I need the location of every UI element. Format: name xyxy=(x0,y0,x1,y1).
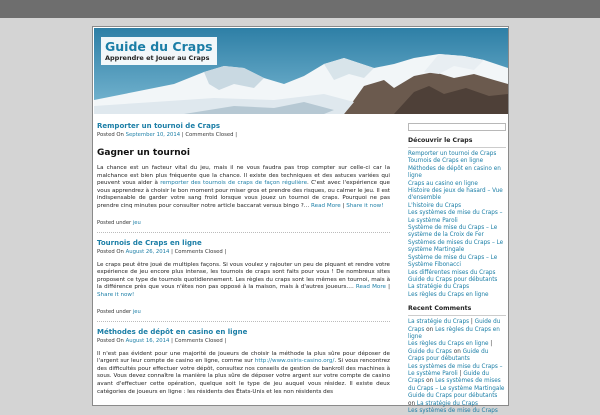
meta-label: Posted On xyxy=(97,132,124,138)
meta-label: Posted On xyxy=(97,337,124,344)
meta-label: Posted On xyxy=(97,248,124,255)
category-link[interactable]: jeu xyxy=(132,219,141,226)
excerpt-text: La chance est un facteur vital du jeu, mais il ne vous faudra pas trop compter sur celle-ci car la malchance est bien plus fréquente que la chance. Il existe des techniques et des astuces variées qui peuvent vous aider à xyxy=(97,165,390,187)
posted-under-label: Posted under xyxy=(97,308,132,315)
widget-title: Recent Comments xyxy=(408,305,506,316)
comment-author-link[interactable]: Les systèmes de mise du Craps – Le système Paroli xyxy=(408,363,503,377)
comment-author-link[interactable]: La stratégie du Craps xyxy=(408,319,470,326)
recent-comment-item xyxy=(408,393,506,408)
share-link[interactable]: Share it now! xyxy=(346,202,384,209)
post-divider xyxy=(97,321,390,322)
site-description: Apprendre et Jouer au Craps xyxy=(105,54,210,62)
post-date-link[interactable]: September 10, 2014 xyxy=(125,132,181,138)
post-title-link[interactable]: Tournois de Craps en ligne xyxy=(97,238,202,247)
comment-author-link[interactable]: Guide du Craps pour débutants xyxy=(408,393,498,400)
comments-status: | Comments Closed | xyxy=(181,132,237,138)
recent-posts-list xyxy=(408,151,506,299)
post-excerpt xyxy=(97,165,390,211)
search-input[interactable] xyxy=(408,123,506,131)
on-label: on xyxy=(408,400,417,407)
sidebar-post-link[interactable]: L'histoire du Craps xyxy=(408,202,462,209)
on-label: on xyxy=(424,378,436,385)
top-bar xyxy=(0,0,600,18)
comment-author-link[interactable]: Les règles du Craps en ligne xyxy=(408,341,489,348)
post-date-link[interactable]: August 16, 2014 xyxy=(125,337,170,344)
excerpt-text: . C'est avec l'expérience que vous apprendrez à choisir le bon moment pour miser gros et prendre des risques, ou calmer le jeu. Il est indispensable de garder votre sang froid lorsque vous jouez un tournoi de craps. Pourquoi ne pas prendre cinq minutes pour consulter notre article baccarat versus bingo ?… xyxy=(97,180,390,209)
recent-comment-item xyxy=(408,341,506,363)
comment-post-link[interactable]: La stratégie du Craps xyxy=(416,400,479,407)
excerpt-text: Le craps peut être joué de multiples façons. Si vous voulez y rajouter un peu de piquant et rendre votre expérience de jeu encore plus intense, les tournois de craps sont faits pour vous ! De nombreux sites proposent ce type de tournois quotidiennement. Les règles du craps sont les mêmes en tournoi, mais à la différence près que vous n'êtes non pas opposé à la maison, mais à d'autres joueurs.… xyxy=(97,261,390,291)
sidebar-post-link[interactable]: Craps au casino en ligne xyxy=(408,180,478,187)
site-header xyxy=(94,28,508,114)
excerpt-text: Il n'est pas évident pour une majorité de joueurs de choisir la méthode la plus sûre pour déposer de l'argent sur leur compte de casino en ligne, comme sur xyxy=(97,350,390,365)
post-item xyxy=(97,122,390,227)
post-meta xyxy=(97,337,390,345)
post-meta xyxy=(97,131,390,139)
sidebar-post-link[interactable]: Tournois de Craps en ligne xyxy=(408,158,484,165)
sidebar-post-link[interactable]: Système de mise du Craps – Le Système Fibonacci xyxy=(408,254,498,269)
post-footer xyxy=(97,219,390,227)
post-footer xyxy=(97,308,390,316)
page-container xyxy=(92,26,509,414)
comment-author-link[interactable]: Guide du Craps xyxy=(408,319,501,333)
separator: | xyxy=(342,202,345,209)
post-divider xyxy=(97,232,390,233)
on-label: on xyxy=(451,348,463,355)
inline-link[interactable]: remporter des tournois de craps de façon régulière xyxy=(160,180,308,187)
sidebar-post-link[interactable]: Les différentes mises du Craps xyxy=(408,269,496,276)
comment-author-link[interactable]: Guide du Craps xyxy=(408,348,452,355)
sidebar xyxy=(408,119,506,415)
sidebar-post-link[interactable]: Système de mise du Craps – Le système de la Croix de Fer xyxy=(408,225,498,239)
recent-comment-item xyxy=(408,364,506,394)
post-excerpt xyxy=(97,262,390,300)
post-item xyxy=(97,239,390,316)
comment-post-link[interactable]: Les règles du Craps en ligne xyxy=(408,326,500,340)
share-link[interactable]: Share it now! xyxy=(97,291,135,298)
inline-link[interactable]: http://www.osiris-casino.org/ xyxy=(254,358,335,365)
recent-comment-item xyxy=(408,319,506,341)
post-item xyxy=(97,328,390,397)
recent-comments-list xyxy=(408,319,506,415)
widget-title: Découvrir le Craps xyxy=(408,137,506,148)
posted-under-label: Posted under xyxy=(97,219,132,226)
read-more-link[interactable]: Read More xyxy=(311,202,341,209)
sidebar-post-link[interactable]: Remporter un tournoi de Craps xyxy=(408,151,497,157)
comment-post-link[interactable]: Guide du Craps pour débutants xyxy=(408,348,489,363)
recent-comment-item xyxy=(408,408,506,415)
post-excerpt xyxy=(97,351,390,397)
sidebar-post-link[interactable]: Méthodes de dépôt en casino en ligne xyxy=(408,165,501,180)
separator: | xyxy=(388,284,391,291)
separator: | xyxy=(457,370,464,377)
excerpt-text: . Si vous rencontrez des difficultés pour effectuer votre dépôt, consultez nos conseils de gestion de bankroll des machines à sous. Vous devez connaître la manière la plus sûre de déposer votre argent sur votre compte de casino avant d'effectuer cette opération, quelque soit le type de jeu auquel vous résidez. Il existe deux catégories de joueurs en ligne : les résidents des États-Unis et les non résidents des xyxy=(97,358,390,395)
post-meta xyxy=(97,248,390,256)
recent-comments-widget xyxy=(408,305,506,415)
site-title[interactable]: Guide du Craps xyxy=(105,39,213,54)
post-subheading: Gagner un tournoi xyxy=(97,148,190,158)
comment-post-link[interactable]: Les systèmes de mises du Craps – Le système Martingale xyxy=(408,378,505,392)
post-title-link[interactable]: Méthodes de dépôt en casino en ligne xyxy=(97,327,248,336)
separator: | xyxy=(488,341,493,348)
read-more-link[interactable]: Read More xyxy=(355,284,386,291)
comment-author-link[interactable]: Guide du Craps xyxy=(408,370,490,385)
separator: | xyxy=(469,319,475,326)
post-title-link[interactable]: Remporter un tournoi de Craps xyxy=(97,122,220,130)
category-link[interactable]: jeu xyxy=(132,308,141,315)
comments-status: | Comments Closed | xyxy=(171,248,227,255)
sidebar-post-link[interactable]: La stratégie du Craps xyxy=(408,284,470,291)
sidebar-post-link[interactable]: Histoire des jeux de hasard – Vue d'ensemble xyxy=(408,188,503,202)
on-label: on xyxy=(424,326,436,333)
sidebar-post-link[interactable]: Systèmes de mises du Craps – Le système Martingale xyxy=(408,239,504,254)
sidebar-post-link[interactable]: Les règles du Craps en ligne xyxy=(408,291,489,298)
post-date-link[interactable]: August 26, 2014 xyxy=(125,248,170,255)
sidebar-post-link[interactable]: Les systèmes de mise du Craps – Le système Paroli xyxy=(408,210,503,224)
comments-status: | Comments Closed | xyxy=(171,337,227,344)
site-branding xyxy=(101,37,217,65)
sidebar-post-link[interactable]: Guide du Craps pour débutants xyxy=(408,276,498,283)
comment-author-link[interactable]: Les systèmes de mise du Craps xyxy=(408,408,498,414)
main-content xyxy=(97,122,390,396)
